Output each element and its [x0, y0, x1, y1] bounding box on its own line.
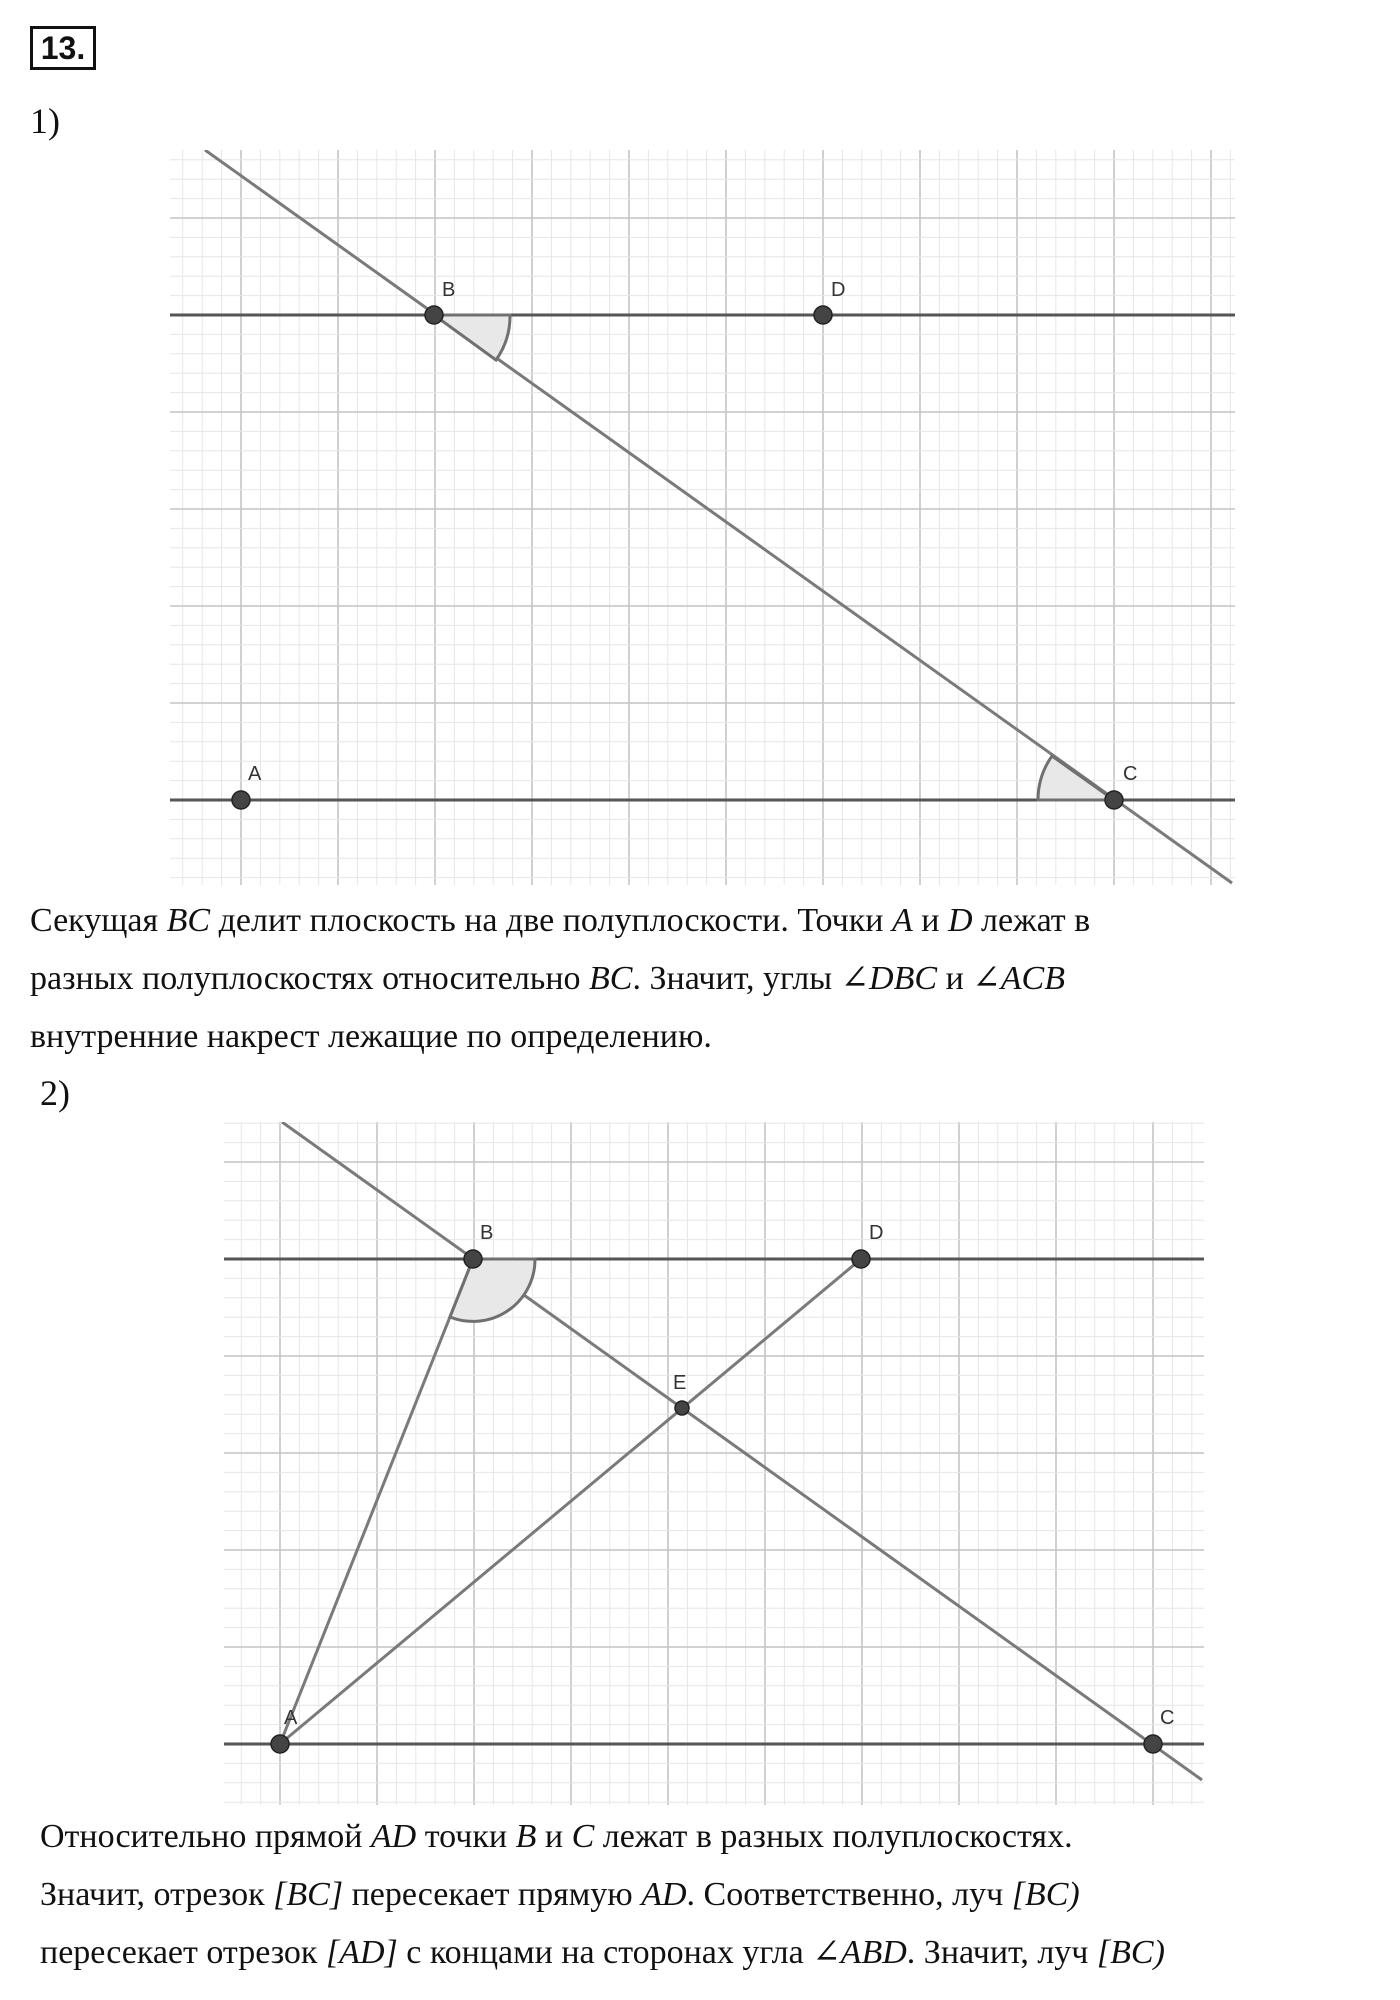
math-expression: [BC)	[1011, 1876, 1080, 1913]
math-expression: ∠ACB	[972, 960, 1065, 997]
text-fragment: лежат в разных полуплоскостях.	[594, 1818, 1073, 1855]
figure-1	[170, 150, 1235, 885]
text-line	[30, 950, 1090, 1008]
text-line	[30, 892, 1090, 950]
point-d	[852, 1250, 870, 1268]
math-expression: BC	[589, 960, 633, 997]
math-expression: BC	[166, 902, 211, 939]
text-fragment: и	[912, 902, 948, 939]
text-fragment: Относительно прямой	[40, 1818, 371, 1855]
text-fragment: . Значит, луч	[906, 1934, 1097, 1971]
text-line	[40, 1808, 1165, 1866]
text-fragment: пересекает прямую	[343, 1876, 642, 1913]
part-1-explanation	[30, 892, 1090, 1066]
text-fragment: Значит, отрезок	[40, 1876, 274, 1913]
point-c-label: C	[1160, 1707, 1175, 1729]
point-e-label: E	[673, 1372, 687, 1394]
figure-2-grid	[224, 1122, 1204, 1805]
point-a	[271, 1735, 289, 1753]
math-expression: AD	[641, 1876, 687, 1913]
math-expression: AD	[370, 1818, 417, 1855]
point-a-label: A	[284, 1707, 298, 1729]
math-expression: [AD]	[325, 1934, 398, 1971]
point-b	[425, 306, 443, 324]
text-fragment: . Соответственно, луч	[686, 1876, 1012, 1913]
part-2-explanation	[40, 1808, 1165, 1982]
text-fragment: с концами на сторонах угла	[397, 1934, 813, 1971]
part-2-label: 2)	[40, 1073, 70, 1113]
text-fragment: пересекает отрезок	[40, 1934, 326, 1971]
text-line	[40, 1866, 1165, 1924]
math-expression: ∠DBC	[840, 960, 938, 997]
point-c-label: C	[1123, 763, 1138, 785]
text-fragment: . Значит, углы	[632, 960, 841, 997]
point-a	[232, 791, 250, 809]
angle-acb-marker	[1038, 756, 1114, 800]
math-expression: ∠ABD	[812, 1934, 907, 1971]
text-line	[40, 1924, 1165, 1982]
point-d	[814, 306, 832, 324]
part-1-label: 1)	[30, 101, 60, 141]
point-d-label: D	[831, 279, 846, 301]
text-fragment: точки	[416, 1818, 516, 1855]
point-e	[675, 1401, 689, 1415]
math-expression: A	[891, 902, 913, 939]
point-b-label: B	[442, 279, 456, 301]
point-d-label: D	[869, 1222, 884, 1244]
point-a-label: A	[248, 763, 262, 785]
math-expression: C	[571, 1818, 595, 1855]
math-expression: B	[515, 1818, 537, 1855]
text-fragment: делит плоскость на две полуплоскости. Точки	[210, 902, 892, 939]
text-fragment: и	[536, 1818, 572, 1855]
math-expression: [BC]	[273, 1876, 344, 1913]
text-fragment: разных полуплоскостях относительно	[30, 960, 590, 997]
text-fragment: Секущая	[30, 902, 167, 939]
point-c	[1105, 791, 1123, 809]
text-fragment: внутренние накрест лежащие по определению.	[30, 1018, 712, 1055]
text-fragment: и	[937, 960, 973, 997]
math-expression: [BC)	[1096, 1934, 1165, 1971]
figure-2	[224, 1122, 1204, 1805]
point-b-label: B	[480, 1222, 494, 1244]
text-line	[30, 1008, 1090, 1066]
text-fragment: лежат в	[972, 902, 1091, 939]
math-expression: D	[947, 902, 973, 939]
angle-dbc-marker	[434, 315, 510, 360]
point-b	[464, 1250, 482, 1268]
point-c	[1144, 1735, 1162, 1753]
angle-abd-marker	[450, 1259, 535, 1321]
problem-number: 13.	[30, 26, 96, 70]
